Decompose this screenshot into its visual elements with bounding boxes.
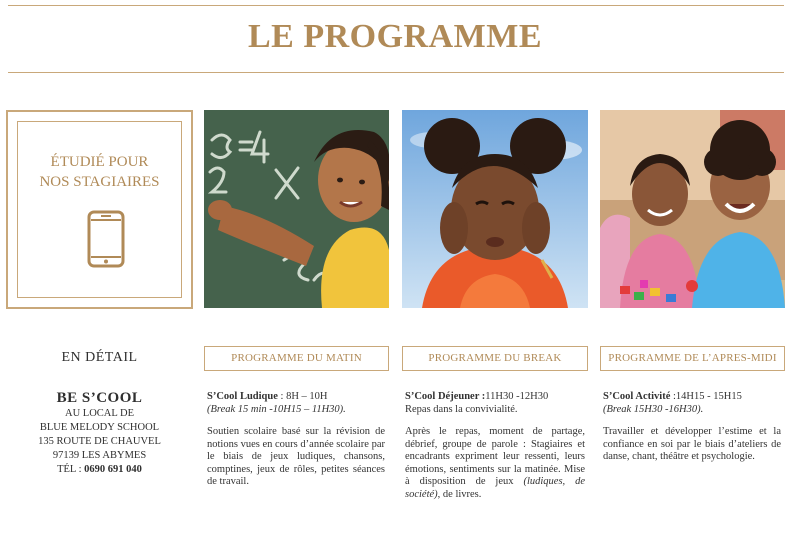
program-morning-break: (Break 15 min -10H15 – 11H30). [207, 403, 346, 415]
program-break-desc-start: Après le repas, moment de partage, débrief, groupe de parole : Stagiaires et encadrants expriment leur ressenti, leurs émotions, sentiments sur la matinée. Mise à disposition de jeux [405, 426, 585, 487]
children-playing-photo [600, 110, 785, 308]
program-morning-head [207, 391, 385, 404]
study-title-line-1: ÉTUDIÉ POUR [50, 154, 149, 170]
program-break-name: S’Cool Déjeuner : [405, 391, 486, 402]
study-box [6, 110, 193, 309]
brand-name: BE S’COOL [56, 390, 143, 406]
program-label-break: PROGRAMME DU BREAK [402, 346, 588, 371]
study-title-line-2: NOS STAGIAIRES [39, 174, 160, 190]
phone-label: TÉL : [57, 464, 85, 475]
program-afternoon-details [603, 391, 781, 464]
program-break-details [405, 391, 585, 501]
contact-block [6, 389, 193, 477]
detail-heading: EN DÉTAIL [61, 350, 138, 365]
program-afternoon-description: Travailler et développer l’estime et la confiance en soi par le biais d’ateliers de danse, chant, théâtre et psychologie. [603, 426, 781, 462]
program-afternoon-head [603, 391, 781, 404]
program-morning-time: : 8H – 10H [277, 391, 328, 402]
program-break-head [405, 391, 585, 404]
study-box-title [18, 152, 181, 192]
girl-at-chalkboard-photo [204, 110, 389, 308]
program-morning-name: S’Cool Ludique [207, 391, 278, 402]
program-morning-description: Soutien scolaire basé sur la révision de notions vues en cours d’année scolaire par le biais de jeux ludiques, chansons, comptines, jeux de rôles, petites séances de travail. [207, 426, 385, 487]
girl-pouting-photo [402, 110, 588, 308]
program-break-desc-italic: (ludiques, de société) [405, 476, 585, 500]
title-rule [8, 72, 784, 73]
program-break-desc-end: , de livres. [437, 488, 482, 500]
address-line-1: AU LOCAL DE [64, 408, 135, 419]
program-label-morning: PROGRAMME DU MATIN [204, 346, 389, 371]
program-break-meal: Repas dans la convivialité. [405, 403, 518, 415]
study-box-inner-frame [17, 121, 182, 298]
address-line-3: 135 ROUTE DE CHAUVEL [38, 436, 161, 447]
address-line-4: 97139 LES ABYMES [52, 450, 147, 461]
top-rule [8, 5, 784, 6]
program-label-afternoon: PROGRAMME DE L’APRES-MIDI [600, 346, 785, 371]
program-afternoon-time: :14H15 - 15H15 [670, 391, 742, 402]
program-break-description [405, 426, 585, 501]
phone-line [6, 463, 193, 477]
page-title: LE PROGRAMME [247, 18, 543, 55]
program-afternoon-break: (Break 15H30 -16H30). [603, 403, 704, 415]
program-morning-details [207, 391, 385, 489]
phone-number: 0690 691 040 [84, 464, 142, 475]
program-afternoon-name: S’Cool Activité [603, 391, 671, 402]
program-break-time: 11H30 -12H30 [485, 391, 549, 402]
tablet-icon [87, 210, 125, 268]
address-line-2: BLUE MELODY SCHOOL [39, 422, 160, 433]
